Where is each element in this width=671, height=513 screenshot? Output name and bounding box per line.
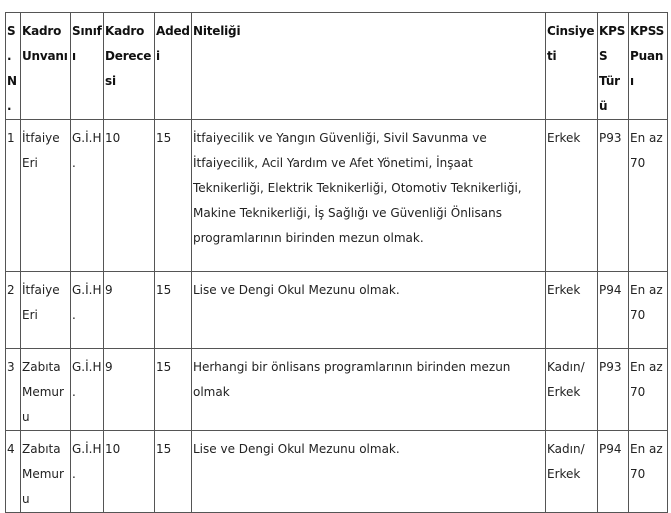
table-row — [6, 431, 668, 513]
cell-count: 15 — [155, 120, 192, 272]
cell-kpss-score: En az 70 — [629, 272, 668, 349]
table-row — [6, 272, 668, 349]
cell-kpss-score: En az 70 — [629, 431, 668, 513]
cell-kpss-score: En az 70 — [629, 349, 668, 431]
header-qualification: Niteliği — [192, 13, 546, 120]
cell-title: Zabıta Memuru — [21, 431, 71, 513]
cell-class: G.İ.H. — [71, 431, 104, 513]
cell-count: 15 — [155, 431, 192, 513]
cell-qualification: İtfaiyecilik ve Yangın Güvenliği, Sivil Savunma ve İtfaiyecilik, Acil Yardım ve Afet Yönetimi, İnşaat Teknikerliği, Elektrik Teknikerliği, Otomotiv Teknikerliği, Makine Teknikerliği, İş Sağlığı ve Güvenliği Önlisans programlarının birinden mezun olmak. — [192, 120, 546, 272]
cell-sn: 2 — [6, 272, 21, 349]
header-title: Kadro Unvanı — [21, 13, 71, 120]
cell-count: 15 — [155, 272, 192, 349]
cell-sn: 1 — [6, 120, 21, 272]
cell-kpss-type: P94 — [598, 431, 629, 513]
cell-qualification: Herhangi bir önlisans programlarının birinden mezun olmak — [192, 349, 546, 431]
cell-gender: Erkek — [546, 120, 598, 272]
cell-class: G.İ.H. — [71, 349, 104, 431]
cell-class: G.İ.H. — [71, 272, 104, 349]
header-gender: Cinsiyeti — [546, 13, 598, 120]
cell-sn: 3 — [6, 349, 21, 431]
header-kpss-type: KPSS Türü — [598, 13, 629, 120]
table-row — [6, 120, 668, 272]
cell-kpss-type: P93 — [598, 349, 629, 431]
table-row — [6, 349, 668, 431]
cell-class: G.İ.H. — [71, 120, 104, 272]
cell-kpss-type: P94 — [598, 272, 629, 349]
cell-gender: Kadın/ Erkek — [546, 431, 598, 513]
staff-recruitment-table — [5, 12, 668, 513]
header-grade: Kadro Derecesi — [104, 13, 155, 120]
cell-grade: 10 — [104, 431, 155, 513]
cell-kpss-score: En az 70 — [629, 120, 668, 272]
cell-grade: 10 — [104, 120, 155, 272]
cell-count: 15 — [155, 349, 192, 431]
cell-gender: Kadın/ Erkek — [546, 349, 598, 431]
cell-title: İtfaiye Eri — [21, 272, 71, 349]
cell-grade: 9 — [104, 272, 155, 349]
cell-qualification: Lise ve Dengi Okul Mezunu olmak. — [192, 272, 546, 349]
cell-title: İtfaiye Eri — [21, 120, 71, 272]
header-class: Sınıfı — [71, 13, 104, 120]
cell-gender: Erkek — [546, 272, 598, 349]
header-kpss-score: KPSS Puanı — [629, 13, 668, 120]
header-count: Adedi — [155, 13, 192, 120]
cell-grade: 9 — [104, 349, 155, 431]
cell-title: Zabıta Memuru — [21, 349, 71, 431]
cell-kpss-type: P93 — [598, 120, 629, 272]
table-header-row — [6, 13, 668, 120]
cell-qualification: Lise ve Dengi Okul Mezunu olmak. — [192, 431, 546, 513]
header-sn: S. N. — [6, 13, 21, 120]
cell-sn: 4 — [6, 431, 21, 513]
